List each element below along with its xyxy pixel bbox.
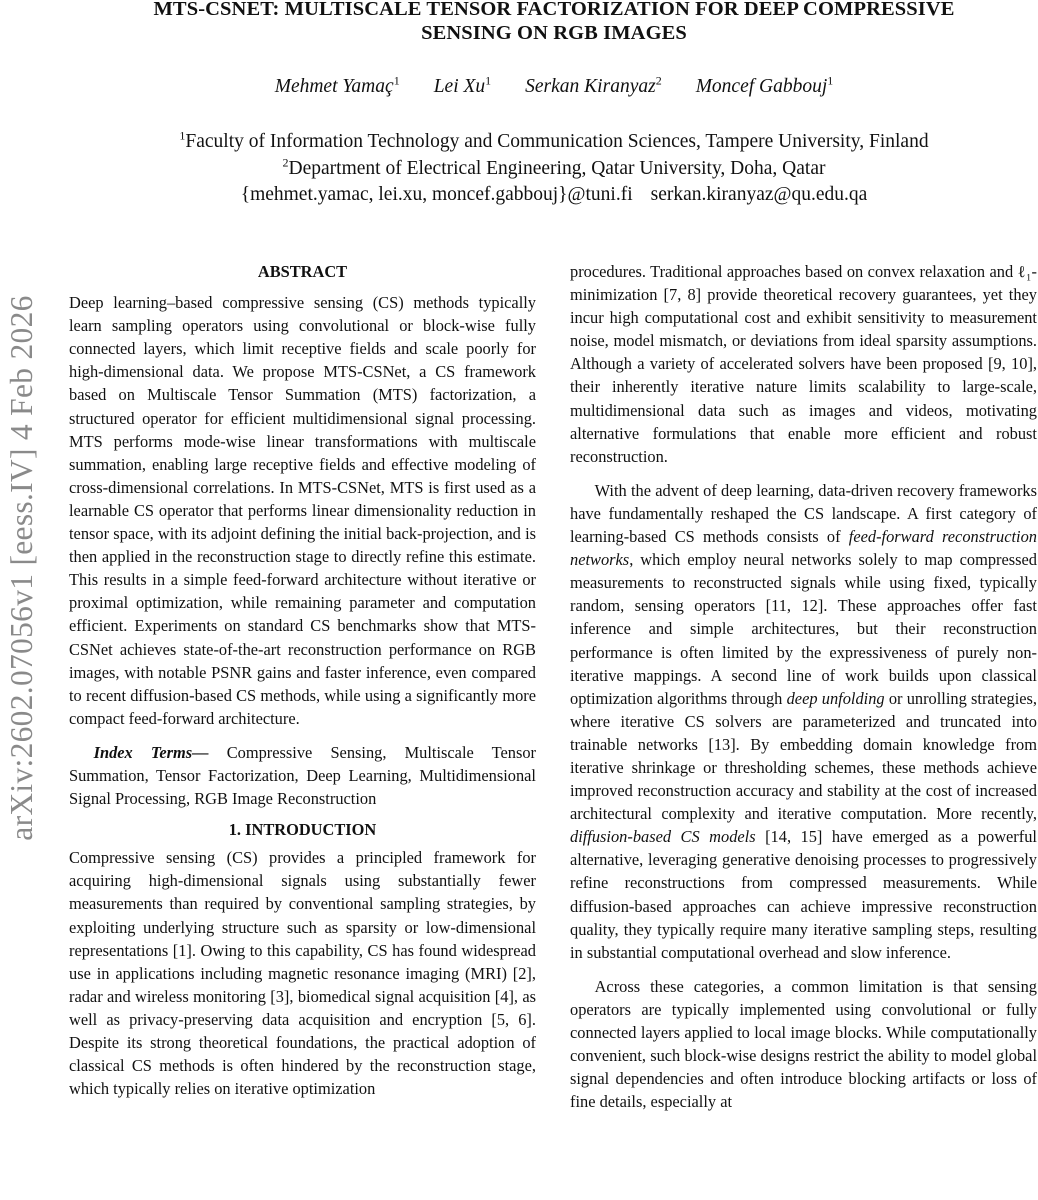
author-affiliation-number: 1 xyxy=(827,73,834,88)
paper-title xyxy=(60,0,1038,45)
right-paragraph-1: procedures. Traditional approaches based on convex relaxation and ℓ₁-minimization [7, 8] provide theoretical recovery guarantees, yet they incur high computational cost and exhibit sensitivity to measurement noise, model mismatch, or deviations from ideal sparsity assumptions. Although a variety of accelerated solvers have been proposed [9, 10], their inherently iterative nature limits scalability to large-scale, multidimensional data such as images and videos, motivating alternative formulations that enable more efficient and robust reconstruction. xyxy=(570,262,1037,466)
affiliation-number: 2 xyxy=(282,155,289,169)
arxiv-side-stamp xyxy=(0,0,40,1200)
affiliation-line xyxy=(60,129,1038,156)
email-tuni: {mehmet.yamac, lei.xu, moncef.gabbouj}@tuni.fi xyxy=(240,184,633,205)
author-affiliation-number: 2 xyxy=(655,73,662,88)
affiliation-text: Faculty of Information Technology and Communication Sciences, Tampere University, Finland xyxy=(185,131,929,152)
author-affiliation-number: 1 xyxy=(393,73,400,88)
author-name: Lei Xu xyxy=(433,76,486,97)
p2-text-d: [14, 15] have emerged as a powerful alternative, leveraging generative denoising processes to progressively refine reconstructions from compressed measurements. While diffusion-based approaches can achieve impressive reconstruction quality, they typically require many iterative sampling steps, resulting in substantial computational overhead and slow inference. xyxy=(570,827,1037,962)
abstract-text: Deep learning–based compressive sensing (CS) methods typically learn sampling operators using convolutional or block-wise fully connected layers, which limit receptive fields and scale poorly for high-dimensional data. We propose MTS-CSNet, a CS framework based on Multiscale Tensor Summation (MTS) factorization, a structured operator for efficient multidimensional signal processing. MTS performs mode-wise linear transformations with multiscale summation, enabling large receptive fields and effective modeling of cross-dimensional correlations. In MTS-CSNet, MTS is first used as a learnable CS operator that performs linear dimensionality reduction in tensor space, with its adjoint defining the initial back-projection, and is then applied in the reconstruction stage to directly refine this estimate. This results in a simple feed-forward architecture without iterative or proximal optimization, while remaining parameter and computation efficient. Experiments on standard CS benchmarks show that MTS-CSNet achieves state-of-the-art reconstruction performance on RGB images, with notable PSNR gains and faster inference, even compared to recent diffusion-based CS methods, while using a significantly more compact feed-forward architecture. xyxy=(69,293,536,728)
p2-text-c: or unrolling strategies, where iterative CS solvers are parameterized and truncated into trainable networks [13]. By embedding domain knowledge from iterative shrinkage or thresholding schemes, these methods achieve improved reconstruction accuracy and stability at the cost of increased architectural complexity and iterative computation. More recently, xyxy=(570,688,1038,824)
author-name: Moncef Gabbouj xyxy=(695,76,828,97)
author xyxy=(274,73,400,98)
affiliation-line xyxy=(60,156,1038,183)
title-line-2: SENSING ON RGB IMAGES xyxy=(421,22,687,44)
author-name: Serkan Kiranyaz xyxy=(525,76,656,97)
author-affiliation-number: 1 xyxy=(485,73,492,88)
right-paragraph-2 xyxy=(570,479,1037,964)
affiliation-text: Department of Electrical Engineering, Qatar University, Doha, Qatar xyxy=(288,157,826,179)
p2-text-a: With the advent of deep learning, data-driven recovery frameworks have fundamentally reshaped the CS landscape. A first category of learning-based CS methods consists of xyxy=(570,480,1037,547)
right-column xyxy=(570,260,1037,1113)
index-terms-label: Index Terms— xyxy=(93,742,209,762)
left-column xyxy=(69,260,536,1100)
index-terms-text: Compressive Sensing, Multiscale Tensor Summation, Tensor Factorization, Deep Learning, Multidimensional Signal Processing, RGB Image Reconstruction xyxy=(69,742,536,809)
email-qu: serkan.kiranyaz@qu.edu.qa xyxy=(650,184,868,205)
author xyxy=(525,73,662,98)
affiliation-number: 1 xyxy=(179,128,186,143)
introduction-heading: 1. INTRODUCTION xyxy=(228,820,377,840)
author-name: Mehmet Yamaç xyxy=(274,76,394,97)
arxiv-stamp-text: arXiv:2602.07056v1 [eess.IV] 4 Feb 2026 xyxy=(4,295,39,841)
author-list xyxy=(60,73,1038,98)
affiliations xyxy=(60,129,1038,209)
author xyxy=(433,73,492,98)
p2-emphasis-feedforward: feed-forward reconstruction networks xyxy=(570,527,1037,570)
p2-text-b: , which employ neural networks solely to map compressed measurements to reconstructed signals while using fixed, typically random, sensing operators [11, 12]. These approaches offer fast inference and simple architectures, but their reconstruction performance is often limited by the expressiveness of purely non-iterative mappings. A second line of work builds upon classical optimization algorithms through xyxy=(570,550,1037,708)
p2-emphasis-diffusion: diffusion-based CS models xyxy=(570,827,756,847)
right-paragraph-3: Across these categories, a common limitation is that sensing operators are typically implemented using convolutional or fully connected layers applied to local image blocks. While computationally convenient, such block-wise designs restrict the ability to model global signal dependencies and often introduce blocking artifacts or loss of fine details, especially at xyxy=(570,976,1037,1112)
intro-paragraph-1: Compressive sensing (CS) provides a principled framework for acquiring high-dimensional signals using substantially fewer measurements than required by conventional sampling strategies, by exploiting underlying structure such as sparsity or low-dimensional representations [1]. Owing to this capability, CS has found widespread use in applications including magnetic resonance imaging (MRI) [2], radar and wireless monitoring [3], biomedical signal acquisition [4], as well as privacy-preserving data acquisition and encryption [5, 6]. Despite its strong theoretical foundations, the practical adoption of classical CS methods is often hindered by the reconstruction stage, which typically relies on iterative optimization xyxy=(69,848,536,1099)
abstract-heading: ABSTRACT xyxy=(257,262,348,281)
author xyxy=(695,73,834,98)
index-terms xyxy=(69,741,536,810)
email-line xyxy=(60,182,1038,209)
p2-emphasis-unfolding: deep unfolding xyxy=(786,688,885,708)
title-line-1: MTS-CSNET: MULTISCALE TENSOR FACTORIZATION FOR DEEP COMPRESSIVE xyxy=(153,0,955,20)
